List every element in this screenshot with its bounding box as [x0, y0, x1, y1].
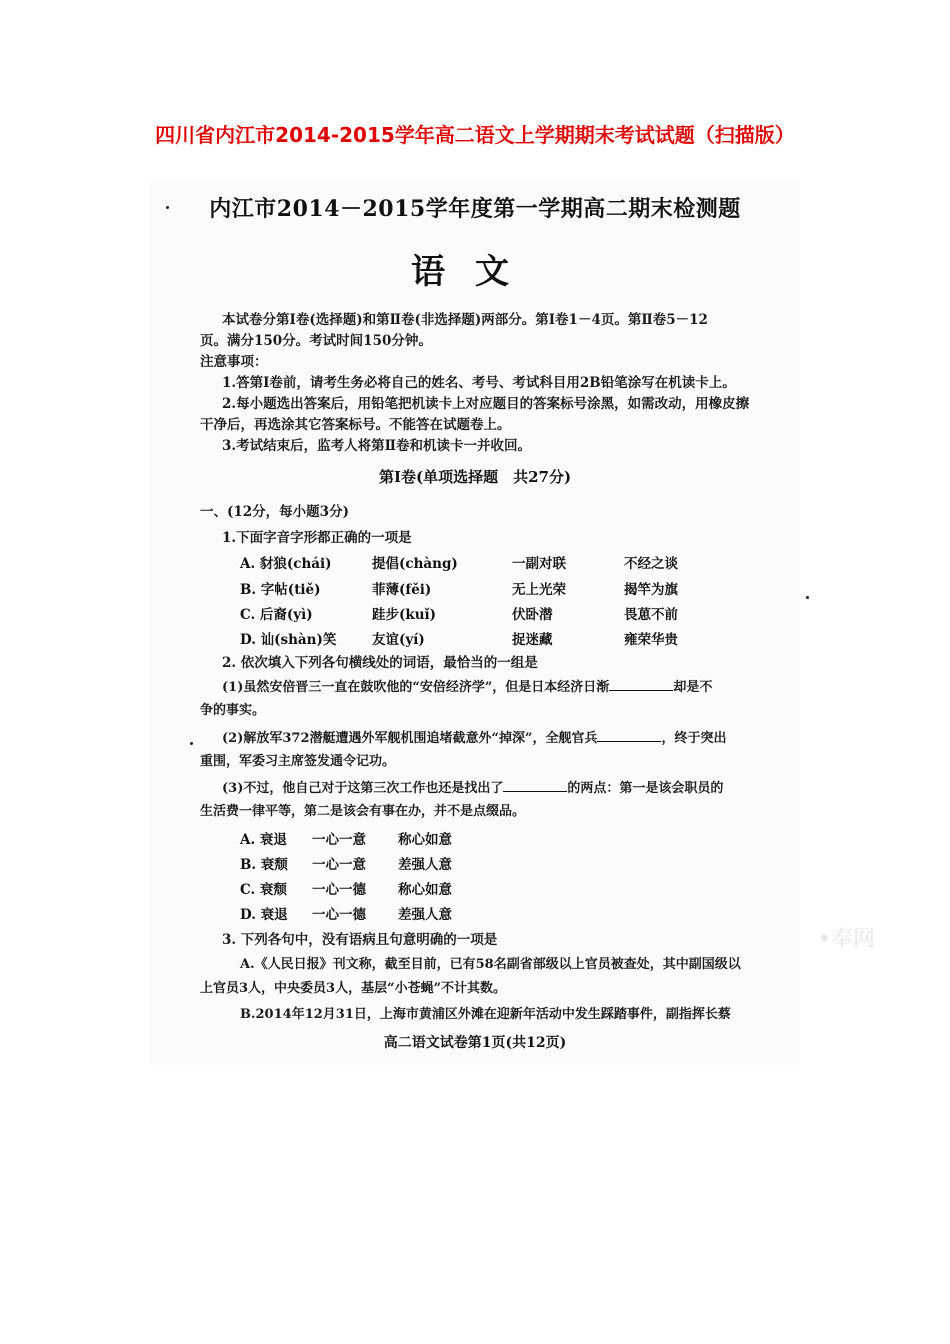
watermark: •奉网 — [818, 927, 875, 952]
q1-option-cell: D. 讪(shàn)笑 — [240, 632, 337, 648]
option-text: B.2014年12月31日，上海市黄浦区外滩在迎新年活动中发生踩踏事件，副指挥长蔡 — [240, 1007, 731, 1022]
q1-option-cell: 畏葸不前 — [624, 607, 678, 623]
q2-option-cell: B. 衰颓 — [240, 857, 288, 873]
notice-item: 1.答第Ⅰ卷前，请考生务必将自己的姓名、考号、考试科目用2B铅笔涂写在机读卡上。 — [222, 375, 736, 391]
q1-option-cell: 提倡(chàng) — [372, 556, 458, 572]
question-sentence — [222, 729, 726, 749]
q2-option-cell: 差强人意 — [398, 857, 452, 873]
sentence-text: 争的事实。 — [200, 703, 266, 718]
answer-blank — [597, 729, 661, 742]
q2-option-cell: 一心一意 — [312, 832, 366, 848]
q2-option-cell: 一心一德 — [312, 882, 366, 898]
exam-subject: 语文 — [411, 252, 539, 292]
q1-option-cell: 跬步(kuǐ) — [372, 607, 437, 623]
page-footer: 高二语文试卷第1页(共12页) — [383, 1035, 567, 1051]
q1-option-cell: C. 后裔(yì) — [240, 607, 313, 623]
option-text: A.《人民日报》刊文称，截至目前，已有58名副省部级以上官员被查处，其中副国级以 — [240, 957, 741, 972]
notice-item: 2.每小题选出答案后，用铅笔把机读卡上对应题目的答案标号涂黑，如需改动，用橡皮擦 — [222, 396, 750, 412]
q1-option-cell: 不经之谈 — [624, 556, 678, 572]
q2-option-cell: A. 衰退 — [240, 832, 287, 848]
sentence-text: ，终于突出 — [661, 731, 727, 746]
sentence-text: 生活费一律平等，第二是该会有事在办，并不是点缀品。 — [200, 804, 526, 819]
q1-option-cell: A. 豺狼(chái) — [240, 556, 332, 572]
sentence-text: (2)解放军372潜艇遭遇外军舰机围追堵截意外“掉深”，全舰官兵 — [222, 731, 598, 746]
notice-title: 注意事项： — [200, 354, 268, 370]
q1-option-cell: 揭竿为旗 — [624, 582, 678, 598]
question-sentence — [222, 779, 723, 799]
answer-blank — [503, 779, 567, 792]
q2-option-cell: 称心如意 — [398, 832, 452, 848]
q1-option-cell: 无上光荣 — [512, 582, 566, 598]
sentence-text: 的两点：第一是该会职员的 — [567, 781, 724, 796]
answer-blank — [609, 678, 673, 691]
scan-speck — [190, 742, 193, 745]
q1-option-cell: 捉迷藏 — [512, 632, 553, 648]
option-text: 上官员3人，中央委员3人，基层“小苍蝇”不计其数。 — [200, 981, 507, 996]
q2-option-cell: D. 衰退 — [240, 907, 288, 923]
question-stem: 2. 依次填入下列各句横线处的词语，最恰当的一组是 — [222, 655, 538, 671]
notice-item: 干净后，再选涂其它答案标号。不能答在试题卷上。 — [200, 417, 511, 433]
sentence-text: (1)虽然安倍晋三一直在鼓吹他的“安倍经济学”，但是日本经济日渐 — [222, 680, 610, 695]
notice-item: 3.考试结束后，监考人将第Ⅱ卷和机读卡一并收回。 — [222, 438, 531, 454]
q2-option-cell: 一心一意 — [312, 857, 366, 873]
q2-option-cell: 称心如意 — [398, 882, 452, 898]
question-sentence — [222, 678, 712, 698]
q2-option-cell: 一心一德 — [312, 907, 366, 923]
q2-option-cell: C. 衰颓 — [240, 882, 287, 898]
q1-option-cell: 友谊(yí) — [372, 632, 425, 648]
page-title: 四川省内江市2014-2015学年高二语文上学期期末考试试题（扫描版） — [155, 123, 795, 147]
sentence-text: 却是不 — [673, 680, 713, 695]
intro-line: 页。满分150分。考试时间150分钟。 — [200, 333, 432, 349]
section-title: 第Ⅰ卷(单项选择题 共27分) — [378, 468, 572, 486]
question-stem: 1.下面字音字形都正确的一项是 — [222, 530, 412, 546]
q1-option-cell: 一副对联 — [512, 556, 566, 572]
q1-option-cell: 伏卧潜 — [512, 607, 553, 623]
q2-option-cell: 差强人意 — [398, 907, 452, 923]
q1-option-cell: 菲薄(fěi) — [372, 582, 432, 598]
question-stem: 3. 下列各句中，没有语病且句意明确的一项是 — [222, 932, 498, 948]
q1-option-cell: 雍荣华贵 — [624, 632, 678, 648]
intro-line: 本试卷分第Ⅰ卷(选择题)和第Ⅱ卷(非选择题)两部分。第Ⅰ卷1－4页。第Ⅱ卷5－12 — [222, 312, 708, 328]
sentence-text: 重围，军委习主席签发通令记功。 — [200, 754, 396, 769]
exam-heading: 内江市2014－2015学年度第一学期高二期末检测题 — [209, 196, 741, 222]
scan-speck — [806, 596, 809, 599]
q1-option-cell: B. 字帖(tiě) — [240, 582, 321, 598]
part-one-label: 一、(12分，每小题3分) — [200, 504, 349, 520]
sentence-text: (3)不过，他自己对于这第三次工作也还是找出了 — [222, 781, 504, 796]
